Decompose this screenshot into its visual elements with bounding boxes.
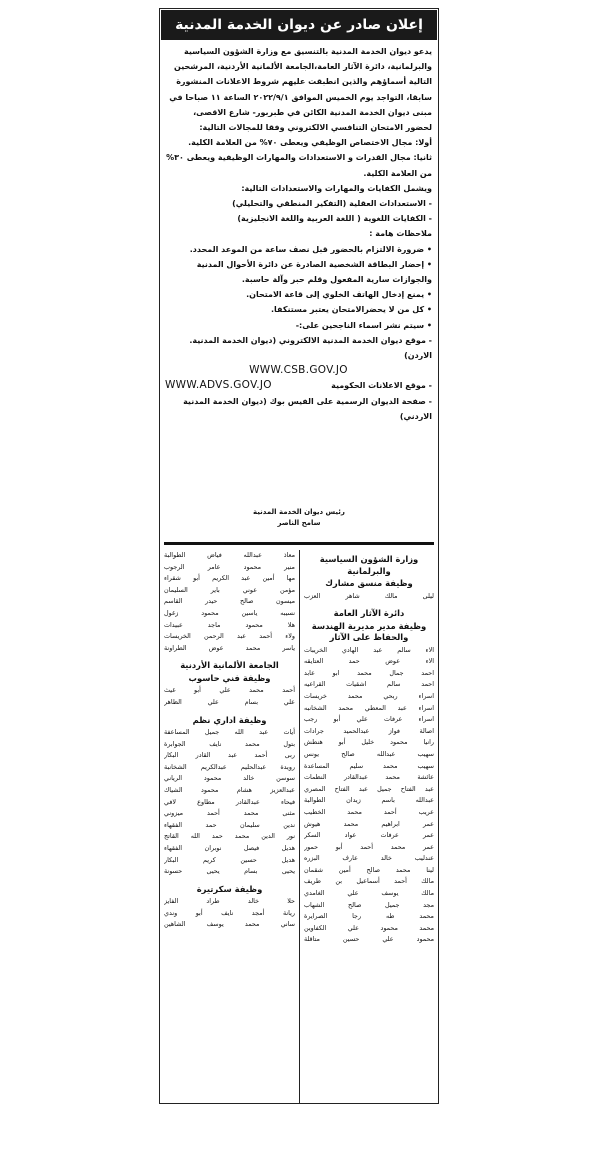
body-paragraph: • سيتم نشر اسماء الناجحين على:- — [295, 320, 432, 330]
announcement-title: إعلان صادر عن ديوان الخدمة المدنية — [161, 10, 437, 40]
announcement-card — [159, 8, 439, 1104]
candidate-name: سوسن خالد محمود الرياني — [164, 774, 295, 783]
body-paragraph: - موقع ديوان الخدمة المدنية الالكتروني (ديوان الخدمة المدنية. الاردن) — [189, 335, 432, 361]
job-title: وظيفة اداري نظم — [192, 714, 267, 725]
divider — [164, 542, 434, 545]
link-csb: WWW.CSB.GOV.JO — [249, 364, 348, 377]
candidate-name: عبد الفتاح جميل عبد الفتاح المصري — [304, 784, 434, 793]
candidate-name: عمر ابراهيم محمد هيوش — [304, 819, 434, 828]
candidate-name: علي بسام علي الظاهر — [164, 697, 295, 706]
body-paragraph: • يمنع إدخال الهاتف الخلوي إلى قاعة الامتحان. — [246, 290, 432, 300]
candidate-name: حلا خالد طراد الفايز — [164, 897, 295, 906]
candidate-name: عبدالله باسم زيدان الطوالبة — [304, 796, 434, 805]
candidate-name: محمد طه رجا الصرايرة — [304, 912, 434, 921]
candidate-name: ليلى مالك شاهر العزب — [304, 591, 434, 600]
candidate-name: رويدة عبدالحليم عبدالكريم الشخانبة — [164, 762, 295, 771]
candidate-name: يحيى بسام يحيى حسونة — [164, 867, 295, 876]
candidate-name: نسيبه ياسين محمود زغول — [164, 608, 295, 617]
section-title: الجامعة الألمانية الأردنية — [180, 660, 279, 671]
candidate-name: لينا محمد صالح أمين شقمان — [304, 865, 434, 874]
candidate-name: الاء سالم عبد الهادي الخريبات — [304, 645, 434, 654]
candidate-name: ولاء أحمد عبد الرحمن الخريسات — [164, 632, 295, 641]
candidate-name: مها أمين عبد الكريم أبو شقراء — [164, 574, 295, 583]
candidate-name: سهيب عبدالله صالح يونس — [304, 749, 434, 758]
candidate-name: عائشة محمد عبدالقادر النظمات — [304, 773, 434, 782]
candidate-name: عمر محمد أحمد أبو حمور — [304, 842, 434, 851]
body-paragraph: • كل من لا يحضرالامتحان يعتبر مستنكفا. — [271, 305, 432, 315]
candidate-name: ميسون صالح حيدر القاسم — [164, 597, 295, 606]
candidate-name: مالك أحمد أسماعيل بن طريف — [304, 877, 434, 886]
body-paragraph — [165, 378, 432, 393]
body-paragraph: • ضرورة الالتزام بالحضور قبل نصف ساعة من الموعد المحدد. — [189, 244, 432, 254]
candidate-name: مجد جميل صالح الشهاب — [304, 900, 434, 909]
candidate-name: سهيب محمد سليم المساعدة — [304, 761, 434, 770]
candidate-name: منير محمود عامر الرجوب — [164, 562, 295, 571]
signature-name: سامح الناصر — [277, 519, 321, 527]
candidate-name: رانيا محمود خليل أبو هنطش — [304, 738, 434, 747]
body-paragraph: • إحضار البطاقة الشخصية الصادرة عن دائرة الأحوال المدنية والجوازات سارية المفعول وقلم حبر وآلة حاسبة. — [196, 259, 432, 285]
body-paragraph: ملاحظات هامة : — [369, 229, 432, 239]
job-title: وظيفة منسق مشارك — [325, 578, 413, 588]
candidate-name: معاذ عبدالله فياض الطوالبة — [164, 551, 295, 559]
candidate-name: احمد جمال محمد ابو عابد — [304, 668, 434, 677]
candidate-name: مثنى محمد أحمد ميزوني — [164, 809, 295, 818]
signature-role: رئيس ديوان الخدمة المدنية — [253, 508, 345, 516]
candidate-name: هلا محمود ماجد عبيدات — [164, 620, 295, 629]
candidate-name: اسراء عرفات علي أبو رجب — [304, 715, 434, 724]
body-paragraph: أولا: مجال الاختصاص الوظيفي ويعطى ٧٠% من العلامة الكلية. — [188, 138, 432, 148]
candidate-name: الاء عوض حمد العتايقه — [304, 657, 434, 666]
link-advs: WWW.ADVS.GOV.JO — [165, 379, 272, 392]
body-paragraph: - الكفايات اللغوية ( اللغة العربية واللغة الانجليزية) — [237, 214, 432, 224]
candidate-name: احمد سالم اشقيات القراعيه — [304, 680, 434, 689]
candidate-name: ربى أحمد عبد القادر البكار — [164, 751, 295, 760]
signature — [160, 507, 438, 529]
candidate-name: اسراء ربحي محمد خريسات — [304, 691, 434, 700]
announcement-body — [160, 41, 438, 532]
candidate-name: فيحاء عبدالقادر مطاوع لافي — [164, 797, 295, 806]
candidate-name: عريب أحمد محمد الخطيب — [304, 807, 434, 816]
section-title: دائرة الآثار العامة — [333, 608, 405, 619]
section-title: وزارة الشؤون السياسية والبرلمانية — [319, 554, 419, 576]
body-paragraph: - الاستعدادات العقلية (التفكير المنطقي والتحليلي) — [232, 199, 432, 209]
candidate-name: اصالة فواز عبدالحميد جرادات — [304, 726, 434, 735]
body-paragraph-text: - موقع الاعلانات الحكومية — [331, 381, 432, 391]
candidate-name: محمود علي حسين متاقلة — [304, 935, 434, 944]
candidate-name: اسراء عبد المعطي محمد الشخانبه — [304, 703, 434, 712]
candidate-name: عبدالعزيز هشام محمود الشياك — [164, 786, 295, 794]
candidate-name: ساني محمد يوسف الشاهين — [164, 920, 295, 929]
candidate-column-left — [160, 550, 299, 1103]
job-title: وظيفة فني حاسوب — [188, 672, 271, 683]
candidate-name: أحمد محمد علي أبو غيث — [164, 686, 295, 695]
candidate-name: عندليب خالد عارف البزره — [304, 854, 434, 863]
candidate-name: ندين سليمان حمد الفقهاء — [164, 820, 295, 829]
candidate-name: مؤمن عوني باير السليمان — [164, 585, 295, 594]
candidate-name: ريانة أمجد نايف أبو وندي — [164, 908, 295, 917]
body-paragraph: ثانيا: مجال القدرات و الاستعدادات والمهارات الوظيفية ويعطى ٣٠% من العلامة الكلية. — [166, 153, 432, 178]
candidate-name: نور الدين محمد حمد الله القاتج — [164, 832, 295, 841]
candidate-column-right — [299, 550, 438, 1103]
candidate-name: عمر عرفات عواد السكر — [304, 831, 434, 840]
body-paragraph: - صفحة الديوان الرسمية على الفيس بوك (ديوان الخدمة المدنية الاردني) — [183, 396, 432, 421]
job-title: وظيفة مدير مديرية الهندسة والحفاظ على الآثار — [311, 620, 427, 643]
candidate-lists — [160, 550, 438, 1103]
body-paragraph: يدعو ديوان الخدمة المدنية بالتنسيق مع وزارة الشؤون السياسية والبرلمانية، دائرة الآثار العامة،الجامعة الألمانية الأردنية، المرشحين التالية أسماؤهم والذين انطبقت عليهم شروط الاعلانات المنشورة سابقا، التواجد يوم الخميس الموافق ٢٠٢٢/٩/١ الساعة ١١ صباحا في مبنى ديوان الخدمة المدنية الكائن في طبربور- شارع الاقصى، لحضور الامتحان التنافسي الالكتروني وفقا للمجالات التالية: — [169, 47, 432, 133]
candidate-name: محمد محمود علي الكفاوين — [304, 923, 434, 932]
candidate-name: هديل فيصل نوبران الفقهاء — [164, 843, 295, 852]
body-paragraph: ويشمل الكفايات والمهارات والاستعدادات التالية: — [241, 183, 432, 193]
candidate-name: مالك يوسف علي الغامدي — [304, 889, 434, 898]
candidate-name: بتول محمد نايف الجوابرة — [164, 739, 295, 748]
candidate-name: هديل حسين كريم البكار — [164, 855, 295, 864]
job-title: وظيفة سكرتيرة — [196, 883, 263, 894]
candidate-name: ياسر محمد عوض الطراونة — [164, 643, 295, 652]
candidate-name: أيات عبد الله جميل المساعفة — [164, 728, 295, 737]
